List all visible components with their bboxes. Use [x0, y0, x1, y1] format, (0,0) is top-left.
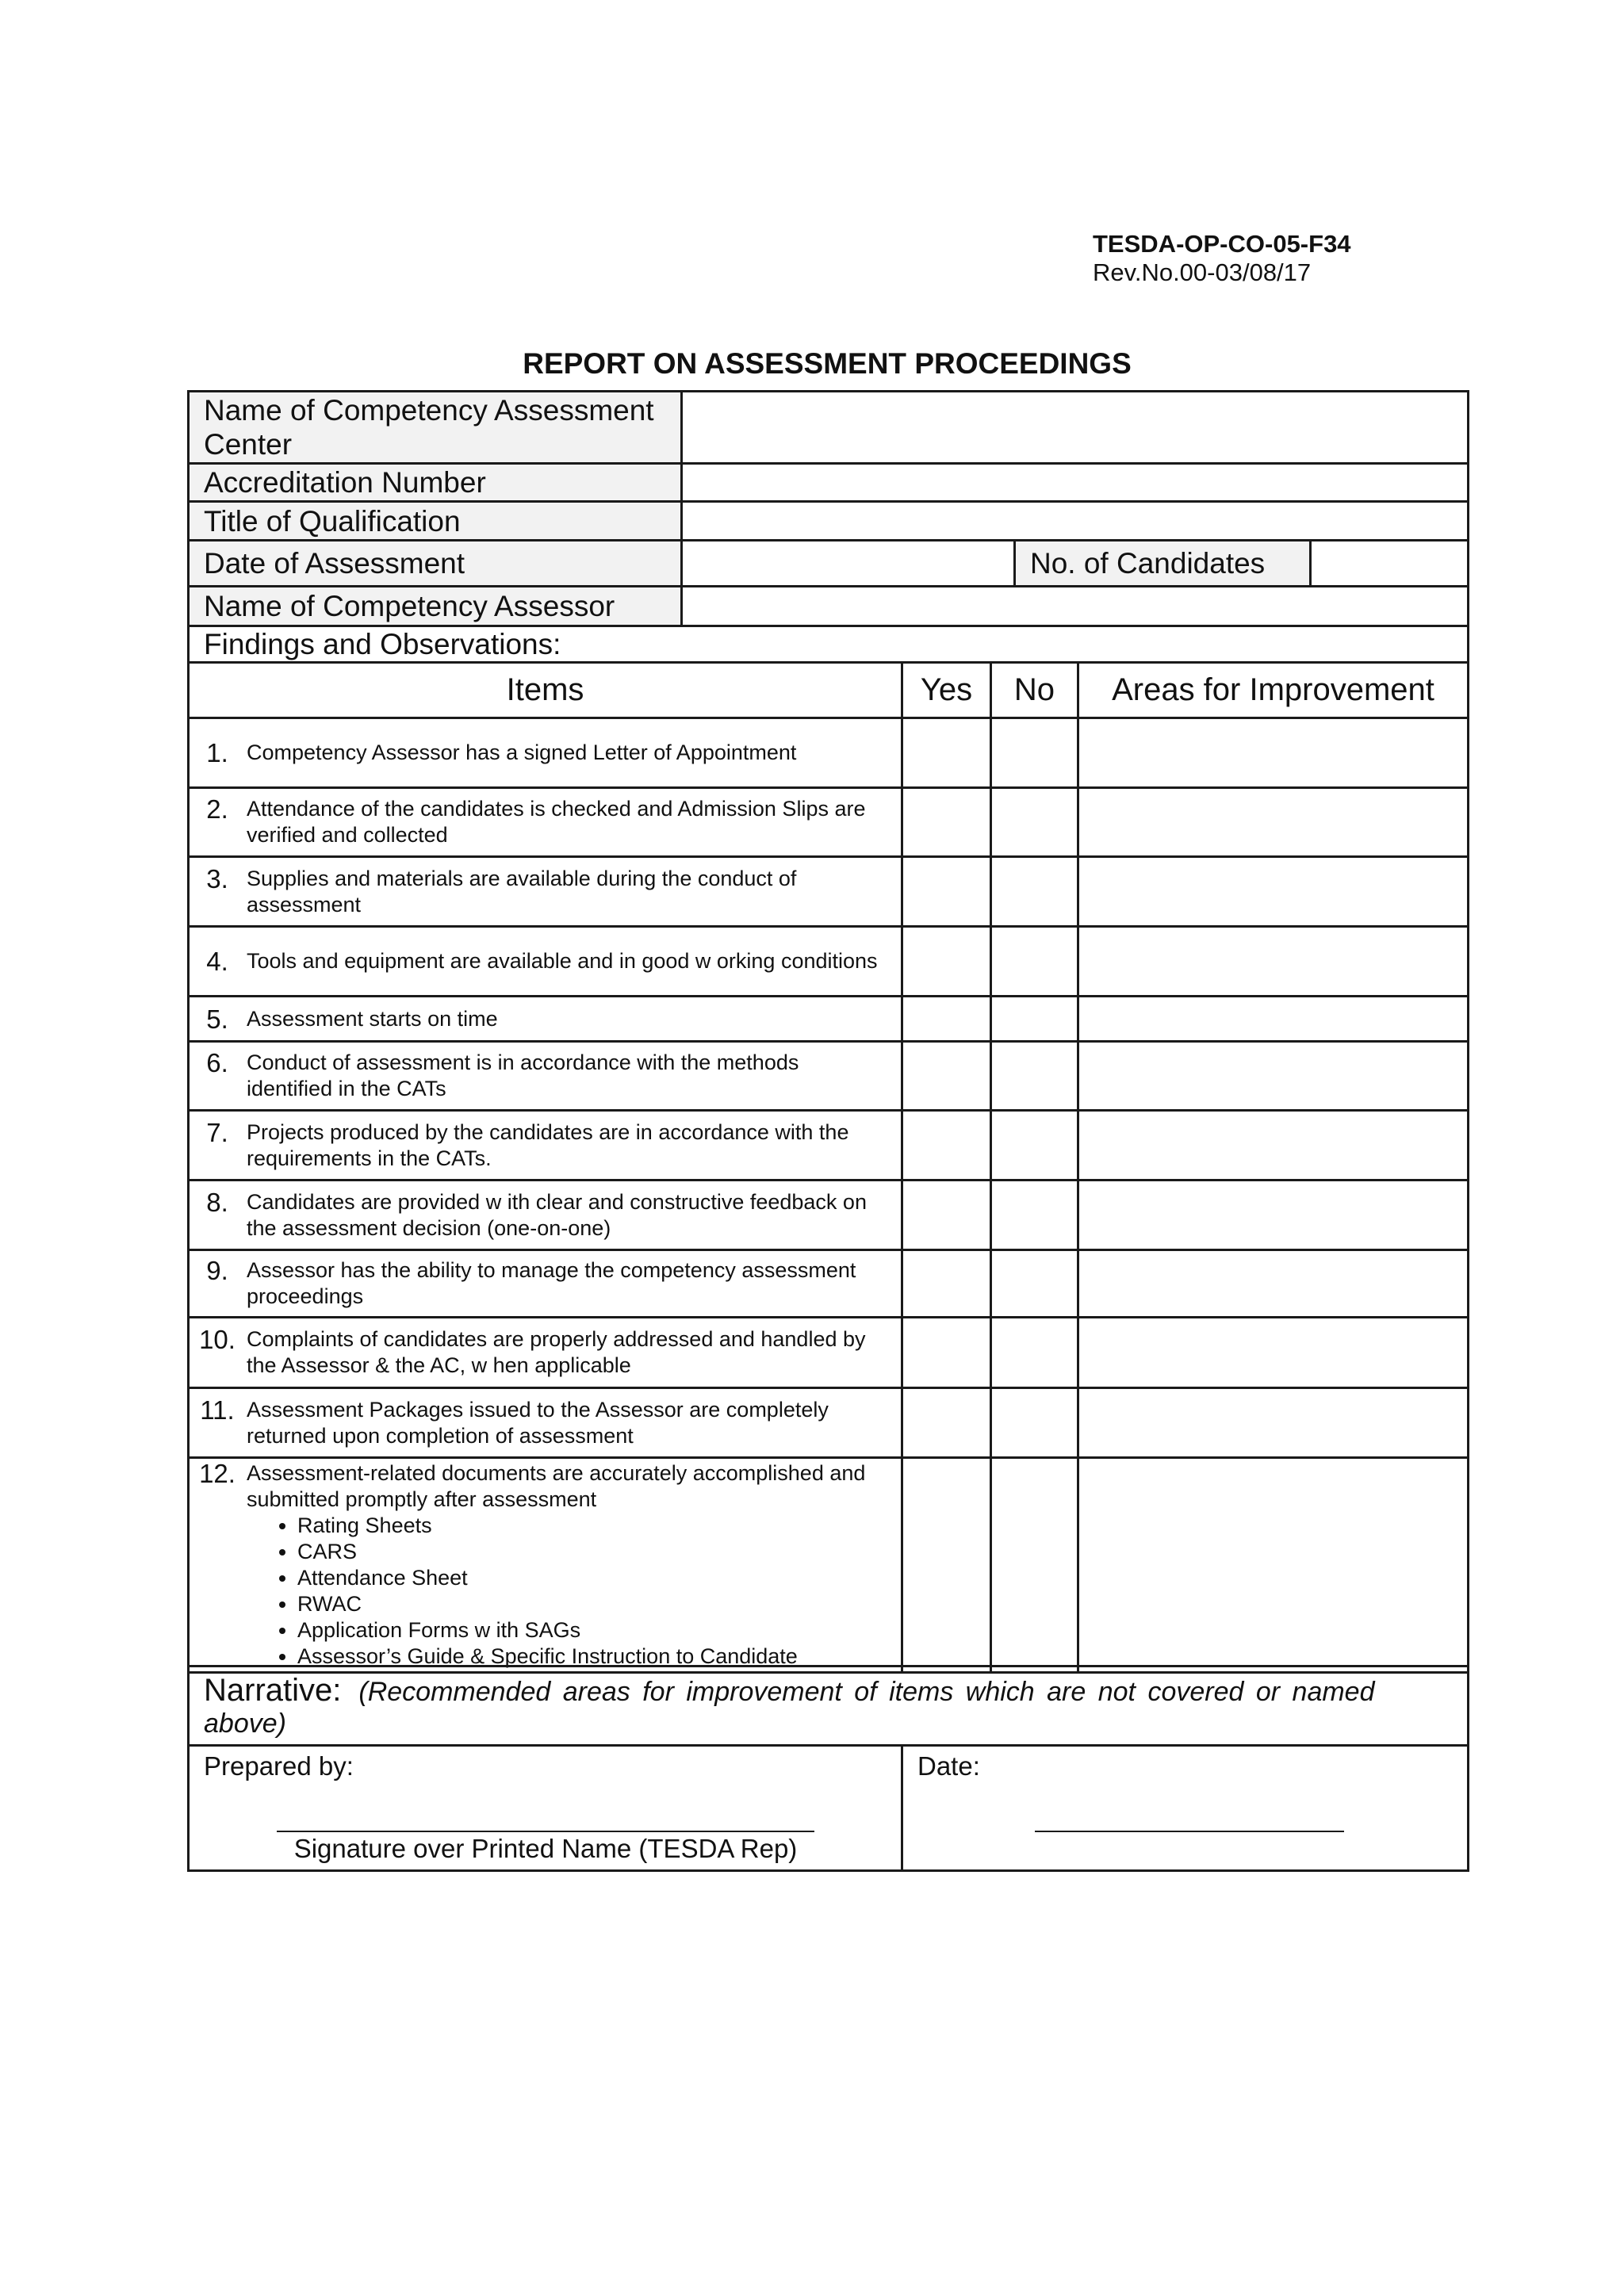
yes-checkbox-cell[interactable] [902, 718, 991, 788]
date-cell[interactable] [902, 1746, 1469, 1871]
signature-line [277, 1831, 814, 1832]
item-text-block [240, 796, 887, 848]
prepared-by-label: Prepared by: [204, 1751, 354, 1781]
no-checkbox-cell[interactable] [991, 1042, 1078, 1111]
document-code: TESDA-OP-CO-05-F34 [1093, 230, 1351, 258]
item-rows [189, 718, 1469, 1673]
signature-row [189, 1746, 1469, 1871]
yes-checkbox-cell[interactable] [902, 1042, 991, 1111]
document-list [247, 1513, 887, 1670]
item-text-block [240, 740, 887, 766]
yes-checkbox-cell[interactable] [902, 1181, 991, 1250]
table-row [189, 1388, 1469, 1458]
item-text: Projects produced by the candidates are in accordance with the requirements in the CATs. [247, 1119, 849, 1170]
center-name-label: Name of Competency Assessment Center [189, 392, 682, 464]
yes-checkbox-cell[interactable] [902, 1111, 991, 1181]
signature-caption: Signature over Printed Name (TESDA Rep) [293, 1834, 798, 1863]
list-item: • Attendance Sheet [297, 1565, 887, 1591]
no-checkbox-cell[interactable] [991, 1318, 1078, 1388]
prepared-by-cell[interactable] [189, 1746, 902, 1871]
yes-checkbox-cell[interactable] [902, 997, 991, 1042]
footer-table [187, 1665, 1469, 1872]
item-text-block [240, 1460, 887, 1670]
item-text-block [240, 1050, 887, 1102]
improvement-cell[interactable] [1078, 1318, 1469, 1388]
item-cell [189, 927, 902, 997]
list-item: • RWAC [297, 1591, 887, 1617]
item-number: 9. [206, 1256, 228, 1285]
qualification-label: Title of Qualification [189, 502, 682, 541]
narrative-label: Narrative: [204, 1672, 342, 1708]
table-row [189, 1458, 1469, 1673]
table-row [189, 718, 1469, 788]
item-text: Assessment-related documents are accurately accomplished and submitted promptly after assessment [247, 1461, 866, 1511]
item-number: 8. [206, 1187, 228, 1217]
item-cell [189, 1388, 902, 1458]
narrative-row [189, 1667, 1469, 1746]
improvement-cell[interactable] [1078, 1111, 1469, 1181]
table-row [189, 1318, 1469, 1388]
item-cell [189, 997, 902, 1042]
no-checkbox-cell[interactable] [991, 857, 1078, 927]
yes-checkbox-cell[interactable] [902, 1318, 991, 1388]
item-number: 7. [206, 1117, 228, 1147]
item-text-block [240, 1257, 887, 1310]
item-text-block [240, 948, 887, 974]
yes-checkbox-cell[interactable] [902, 1388, 991, 1458]
yes-checkbox-cell[interactable] [902, 857, 991, 927]
qualification-field[interactable] [682, 502, 1469, 541]
column-header-yes: Yes [902, 663, 991, 718]
item-text: Assessor has the ability to manage the competency assessment proceedings [247, 1258, 856, 1308]
document-code-block [1093, 230, 1351, 287]
item-text: Complaints of candidates are properly addressed and handled by the Assessor & the AC, w hen applicable [247, 1327, 866, 1377]
item-text: Supplies and materials are available during the conduct of assessment [247, 866, 797, 916]
item-text: Candidates are provided w ith clear and constructive feedback on the assessment decision (one-on-one) [247, 1189, 867, 1240]
column-header-areas: Areas for Improvement [1078, 663, 1469, 718]
no-checkbox-cell[interactable] [991, 788, 1078, 857]
column-header-items: Items [189, 663, 902, 718]
header-table [187, 390, 1469, 664]
table-row [189, 927, 1469, 997]
row-date [189, 541, 1469, 587]
assessor-field[interactable] [682, 587, 1469, 626]
item-cell [189, 1318, 902, 1388]
candidates-label: No. of Candidates [1015, 541, 1311, 587]
improvement-cell[interactable] [1078, 997, 1469, 1042]
no-checkbox-cell[interactable] [991, 1250, 1078, 1318]
item-text-block [240, 1119, 887, 1172]
no-checkbox-cell[interactable] [991, 1111, 1078, 1181]
list-item: • CARS [297, 1539, 887, 1565]
no-checkbox-cell[interactable] [991, 997, 1078, 1042]
item-number: 1. [206, 738, 228, 767]
item-cell [189, 1042, 902, 1111]
row-accreditation [189, 464, 1469, 502]
revision-number: Rev.No.00-03/08/17 [1093, 258, 1312, 286]
improvement-cell[interactable] [1078, 1250, 1469, 1318]
row-findings [189, 626, 1469, 663]
table-row [189, 788, 1469, 857]
item-text: Tools and equipment are available and in good w orking conditions [247, 949, 878, 973]
item-cell [189, 718, 902, 788]
findings-label: Findings and Observations: [189, 626, 1469, 663]
item-number: 4. [206, 947, 228, 976]
improvement-cell[interactable] [1078, 857, 1469, 927]
item-text-block [240, 1006, 887, 1032]
row-qualification [189, 502, 1469, 541]
date-field[interactable] [682, 541, 1015, 587]
no-checkbox-cell[interactable] [991, 1388, 1078, 1458]
no-checkbox-cell[interactable] [991, 718, 1078, 788]
improvement-cell[interactable] [1078, 1388, 1469, 1458]
center-name-field[interactable] [682, 392, 1469, 464]
yes-checkbox-cell[interactable] [902, 788, 991, 857]
improvement-cell[interactable] [1078, 1458, 1469, 1673]
assessor-label: Name of Competency Assessor [189, 587, 682, 626]
candidates-field[interactable] [1311, 541, 1469, 587]
item-number: 10. [199, 1325, 236, 1354]
table-row [189, 1111, 1469, 1181]
item-number: 2. [206, 794, 228, 824]
date-line [1035, 1831, 1344, 1832]
no-checkbox-cell[interactable] [991, 1181, 1078, 1250]
item-text-block [240, 1326, 887, 1379]
yes-checkbox-cell[interactable] [902, 927, 991, 997]
no-checkbox-cell[interactable] [991, 1458, 1078, 1673]
item-cell [189, 1181, 902, 1250]
item-cell [189, 788, 902, 857]
improvement-cell[interactable] [1078, 788, 1469, 857]
item-text: Attendance of the candidates is checked and Admission Slips are verified and collected [247, 797, 866, 847]
item-text-block [240, 1189, 887, 1242]
item-number: 3. [206, 863, 228, 894]
item-cell [189, 1111, 902, 1181]
item-text: Competency Assessor has a signed Letter of Appointment [247, 740, 797, 764]
table-row [189, 997, 1469, 1042]
date-label: Date of Assessment [189, 541, 682, 587]
column-header-row [189, 663, 1469, 718]
list-item: • Application Forms w ith SAGs [297, 1617, 887, 1644]
improvement-cell[interactable] [1078, 1042, 1469, 1111]
list-item: • Rating Sheets [297, 1513, 887, 1539]
table-row [189, 1181, 1469, 1250]
narrative-note: (Recommended areas for improvement of items which are not covered or named above) [204, 1676, 1375, 1739]
item-text: Assessment Packages issued to the Assessor are completely returned upon completion of assessment [247, 1397, 829, 1448]
accreditation-label: Accreditation Number [189, 464, 682, 502]
table-row [189, 1042, 1469, 1111]
item-cell [189, 1458, 902, 1673]
item-text: Conduct of assessment is in accordance with the methods identified in the CATs [247, 1050, 799, 1100]
improvement-cell[interactable] [1078, 718, 1469, 788]
narrative-cell[interactable] [189, 1667, 1469, 1746]
item-cell [189, 857, 902, 927]
item-number: 6. [206, 1048, 228, 1077]
no-checkbox-cell[interactable] [991, 927, 1078, 997]
item-number: 5. [206, 1004, 228, 1034]
accreditation-field[interactable] [682, 464, 1469, 502]
column-header-no: No [991, 663, 1078, 718]
footer-date-label: Date: [917, 1751, 980, 1781]
table-row [189, 857, 1469, 927]
improvement-cell[interactable] [1078, 1181, 1469, 1250]
list-item: • Assessor’s Guide & Specific Instruction to Candidate [297, 1644, 887, 1670]
page-title: REPORT ON ASSESSMENT PROCEEDINGS [523, 347, 1132, 380]
items-table [187, 661, 1469, 1674]
row-center-name [189, 392, 1469, 464]
row-assessor [189, 587, 1469, 626]
item-text: Assessment starts on time [247, 1006, 498, 1031]
improvement-cell[interactable] [1078, 927, 1469, 997]
table-row [189, 1250, 1469, 1318]
item-cell [189, 1250, 902, 1318]
item-number: 12. [199, 1459, 236, 1488]
item-number: 11. [200, 1395, 235, 1425]
item-text-block [240, 1397, 887, 1449]
yes-checkbox-cell[interactable] [902, 1250, 991, 1318]
item-text-block [240, 866, 887, 918]
yes-checkbox-cell[interactable] [902, 1458, 991, 1673]
